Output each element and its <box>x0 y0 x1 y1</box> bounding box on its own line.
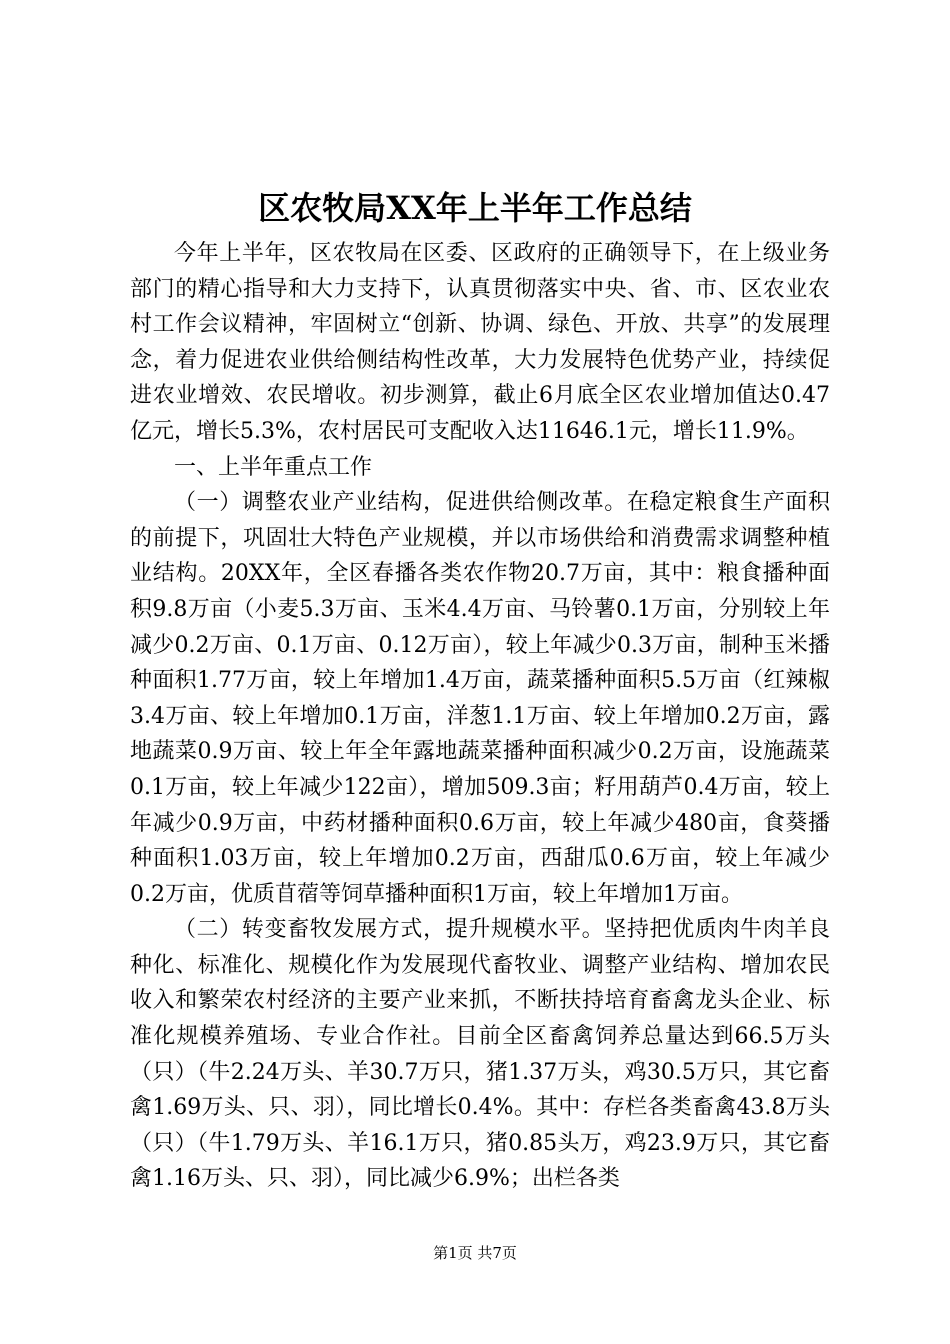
paragraph-intro: 今年上半年，区农牧局在区委、区政府的正确领导下，在上级业务部门的精心指导和大力支持下，认真贯彻落实中央、省、市、区农业农村工作会议精神，牢固树立“创新、协调、绿色、开放、共享”的发展理念，着力促进农业供给侧结构性改革，大力发展特色优势产业，持续促进农业增效、农民增收。初步测算，截止6月底全区农业增加值达0.47亿元，增长5.3%，农村居民可支配收入达11646.1元，增长11.9%。 <box>130 241 830 444</box>
paragraph-agriculture-structure: （一）调整农业产业结构，促进供给侧改革。在稳定粮食生产面积的前提下，巩固壮大特色产业规模，并以市场供给和消费需求调整种植业结构。20XX年，全区春播各类农作物20.7万亩，其中：粮食播种面积9.8万亩（小麦5.3万亩、玉米4.4万亩、马铃薯0.1万亩，分别较上年减少0.2万亩、0.1万亩、0.12万亩），较上年减少0.3万亩，制种玉米播种面积1.77万亩，较上年增加1.4万亩，蔬菜播种面积5.5万亩（红辣椒3.4万亩、较上年增加0.1万亩，洋葱1.1万亩、较上年增加0.2万亩，露地蔬菜0.9万亩、较上年全年露地蔬菜播种面积减少0.2万亩，设施蔬菜0.1万亩，较上年减少122亩），增加509.3亩；籽用葫芦0.4万亩，较上年减少0.9万亩，中药材播种面积0.6万亩，较上年减少480亩，食葵播种面积1.03万亩，较上年增加0.2万亩，西甜瓜0.6万亩，较上年减少0.2万亩，优质苜蓿等饲草播种面积1万亩，较上年增加1万亩。 <box>130 490 830 907</box>
document-body <box>130 236 830 1197</box>
paragraph-livestock: （二）转变畜牧发展方式，提升规模水平。坚持把优质肉牛肉羊良种化、标准化、规模化作为发展现代畜牧业、调整产业结构、增加农民收入和繁荣农村经济的主要产业来抓，不断扶持培育畜禽龙头企业、标准化规模养殖场、专业合作社。目前全区畜禽饲养总量达到66.5万头（只）（牛2.24万头、羊30.7万只，猪1.37万头，鸡30.5万只，其它畜禽1.69万头、只、羽），同比增长0.4%。其中：存栏各类畜禽43.8万头（只）（牛1.79万头、羊16.1万只，猪0.85头万，鸡23.9万只，其它畜禽1.16万头、只、羽），同比减少6.9%；出栏各类 <box>130 917 830 1192</box>
document-title: 区农牧局XX年上半年工作总结 <box>258 189 692 227</box>
page-footer: 第1页 共7页 <box>433 1244 517 1262</box>
section-heading: 一、上半年重点工作 <box>174 454 373 480</box>
